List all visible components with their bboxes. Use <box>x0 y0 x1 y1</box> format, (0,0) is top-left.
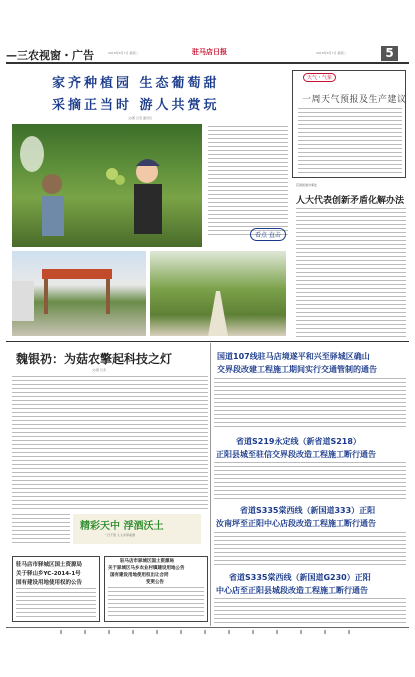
feature-text-left <box>12 514 70 546</box>
notice-2-line2: 正阳县城至驻信交界段改造工程施工断行通告 <box>216 450 376 459</box>
bottom-left-line3: 国有建设用地使用权的公告 <box>16 580 83 586</box>
lead-badge: 看点 直击 <box>250 228 286 241</box>
bottom-mid-line1: 驻马店市驿城区国土资源局 <box>120 559 174 564</box>
date-right: 2016年6月7日 星期二 <box>316 51 347 55</box>
feature-title: 魏银礽：为菇农擎起科技之灯 <box>16 352 173 366</box>
notice-3-line1: 省道S335棠西线（新国道333）正阳 <box>240 506 376 515</box>
orchard-gate-photo <box>12 251 146 336</box>
footer-ornament <box>60 630 360 634</box>
notice-2-text <box>214 462 406 500</box>
inline-banner-sub: 一日千里 人人共享美酒 <box>104 533 135 537</box>
notice-divider <box>210 343 211 626</box>
bottom-mid-line3: 国有建设用地使用权出让合同 <box>110 573 169 578</box>
notice-3-line2: 汝南坪至正阳中心店段改造工程施工断行通告 <box>216 519 376 528</box>
notice-4-line2: 中心店至正阳县城段改造工程施工断行通告 <box>216 586 368 595</box>
bottom-mid-line4: 变更公告 <box>146 580 164 585</box>
feature-text <box>12 376 208 512</box>
weather-kicker: 天气・气象 <box>303 73 336 82</box>
notice-1-line1: 国道107线驻马店境遂平和兴至驿城区确山 <box>217 352 370 361</box>
notice-4-line1: 省道S335棠西线（新国道G230）正阳 <box>229 573 371 582</box>
notice-1-line2: 交界段改建工程施工期间实行交通管制的通告 <box>217 365 377 374</box>
notice-4-text <box>214 598 406 624</box>
bottom-mid-line2: 关于驿城区马乡农业村镇建设用地公告 <box>108 566 185 571</box>
weather-text <box>298 108 402 174</box>
section-title: —三农视窗・广告 <box>6 49 94 62</box>
lead-text <box>208 126 288 236</box>
lead-byline: 文/图 记者 通讯员 <box>128 116 152 120</box>
lead-title-line1: 家齐种植园 生态葡萄甜 <box>52 76 220 91</box>
header-rule <box>6 62 409 64</box>
bottom-left-line2: 关于驿山乡YC-2014-1号 <box>16 571 81 577</box>
masthead: 驻马店日报 <box>192 47 227 56</box>
footer-rule <box>6 627 409 628</box>
weather-title: 一周天气预报及生产建议 <box>302 95 407 105</box>
notice-3-text <box>214 532 406 566</box>
vineyard-path-photo <box>150 251 286 336</box>
right-headline: 人大代表创新矛盾化解办法 <box>296 196 405 206</box>
notice-2-line1: 省道S219永定线（新省道S218） <box>236 437 361 446</box>
mid-rule <box>6 341 409 342</box>
page-number: 5 <box>381 46 398 61</box>
date-left: 2016年6月7日 星期二 <box>108 51 139 55</box>
bottom-left-line1: 驻马店市驿城区国土资源局 <box>16 562 83 568</box>
right-sub: 花园街道办事处 <box>296 183 318 187</box>
bottom-left-text <box>16 588 96 618</box>
notice-1-text <box>214 378 406 428</box>
lead-title-line2: 采摘正当时 游人共赏玩 <box>52 98 220 113</box>
bottom-mid-text <box>108 587 204 618</box>
inline-banner-text: 精彩天中 浮酒沃土 <box>80 521 164 532</box>
grape-picking-photo <box>12 124 202 247</box>
feature-byline: 文/图 记者 <box>92 368 106 372</box>
right-text <box>296 208 406 338</box>
